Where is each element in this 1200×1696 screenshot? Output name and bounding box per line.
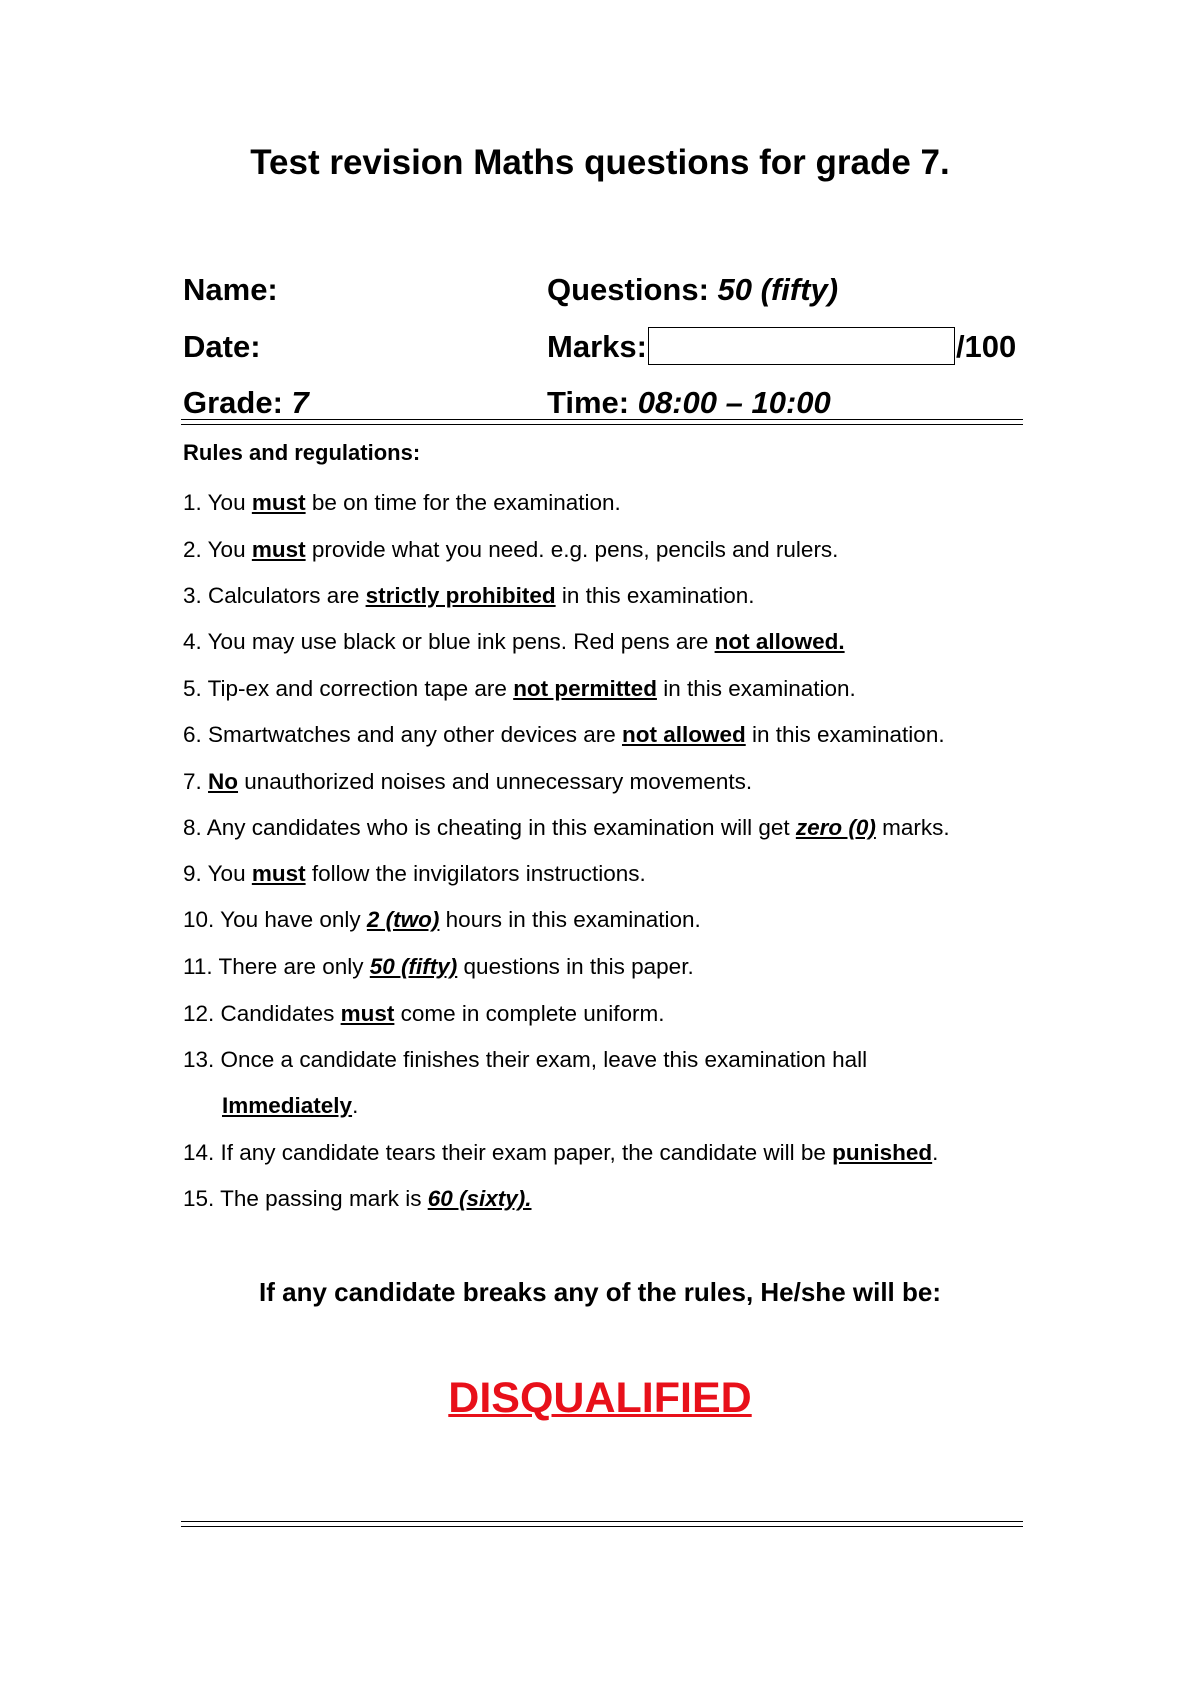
rule-emphasis: strictly prohibited [365,583,556,608]
rule-text: marks. [875,815,950,840]
marks-input-box[interactable] [648,327,955,365]
questions-value: 50 (fifty) [717,272,839,307]
date-field [183,329,261,365]
page-title: Test revision Maths questions for grade 7. [250,143,950,182]
rule-text: 15. The passing mark is [183,1186,428,1211]
rule-item-2 [183,537,838,563]
rule-text: 2. You [183,537,252,562]
rule-item-3 [183,583,754,609]
rule-emphasis: must [251,861,306,886]
rules-heading: Rules and regulations: [183,440,421,465]
grade-label: Grade: [183,385,283,420]
rule-item-7 [183,769,752,795]
rule-emphasis: must [340,1001,395,1026]
rule-text: 11. There are only [183,954,370,979]
rule-text: 10. You have only [183,907,367,932]
time-label: Time: [547,385,630,420]
rule-item-9 [183,861,646,887]
rule-item-10 [183,907,701,933]
grade-field [183,385,309,421]
rule-text: provide what you need. e.g. pens, pencils and rulers. [305,537,839,562]
rule-text: be on time for the examination. [305,490,621,515]
rule-item-4 [183,629,845,655]
time-field [547,385,831,421]
rule-text: follow the invigilators instructions. [305,861,646,886]
rule-text: 3. Calculators are [183,583,366,608]
rule-item-8 [183,815,950,841]
rule-text: 13. Once a candidate finishes their exam, leave this examination hall [183,1047,868,1072]
rule-emphasis: zero (0) [795,815,876,840]
disqualified-notice: DISQUALIFIED [448,1374,752,1422]
marks-field [547,329,1016,368]
rule-text: 14. If any candidate tears their exam paper, the candidate will be [183,1140,833,1165]
rule-text: 8. Any candidates who is cheating in this examination will get [183,815,796,840]
rule-emphasis: No [208,769,239,794]
rule-emphasis: 2 (two) [366,907,440,932]
name-field [183,272,278,308]
rule-text: come in complete uniform. [394,1001,665,1026]
time-value: 08:00 – 10:00 [637,385,831,420]
rule-text: . [352,1093,359,1118]
rule-emphasis: not permitted [513,676,657,701]
rule-emphasis: must [251,537,306,562]
rule-text: 6. Smartwatches and any other devices are [183,722,622,747]
rule-text: in this examination. [745,722,945,747]
rule-text: unauthorized noises and unnecessary movements. [238,769,753,794]
rule-text: in this examination. [656,676,856,701]
rule-emphasis: 50 (fifty) [369,954,458,979]
rule-text: . [932,1140,939,1165]
rule-emphasis: Immediately [222,1093,353,1118]
rule-item-6 [183,722,945,748]
rule-item-13 [183,1047,867,1073]
rule-item-1 [183,490,621,516]
marks-total: /100 [955,329,1017,364]
rule-item-14 [183,1140,938,1166]
rule-text: in this examination. [555,583,755,608]
rule-text: 1. You [183,490,252,515]
rule-item-13-continued [222,1093,358,1119]
header-divider [181,419,1023,425]
questions-label: Questions: [547,272,709,307]
rule-emphasis: not allowed [621,722,746,747]
rules-warning: If any candidate breaks any of the rules, He/she will be: [259,1277,941,1307]
rule-text: 12. Candidates [183,1001,341,1026]
rule-text: hours in this examination. [439,907,701,932]
grade-value: 7 [291,385,309,420]
rule-text: 7. [183,769,209,794]
rule-emphasis: punished [832,1140,933,1165]
rule-emphasis: must [251,490,306,515]
rule-item-11 [183,954,694,980]
rule-item-5 [183,676,856,702]
date-label: Date: [183,329,261,364]
rule-item-12 [183,1001,665,1027]
rule-text: 5. Tip-ex and correction tape are [183,676,514,701]
rule-text: questions in this paper. [457,954,694,979]
marks-label: Marks: [547,329,647,364]
name-label: Name: [183,272,278,307]
rule-text: 4. You may use black or blue ink pens. Red pens are [183,629,715,654]
rule-emphasis: not allowed. [714,629,845,654]
rule-text: 9. You [183,861,252,886]
footer-divider [181,1521,1023,1527]
rule-item-15 [183,1186,532,1212]
questions-field [547,272,838,308]
rule-emphasis: 60 (sixty). [427,1186,532,1211]
